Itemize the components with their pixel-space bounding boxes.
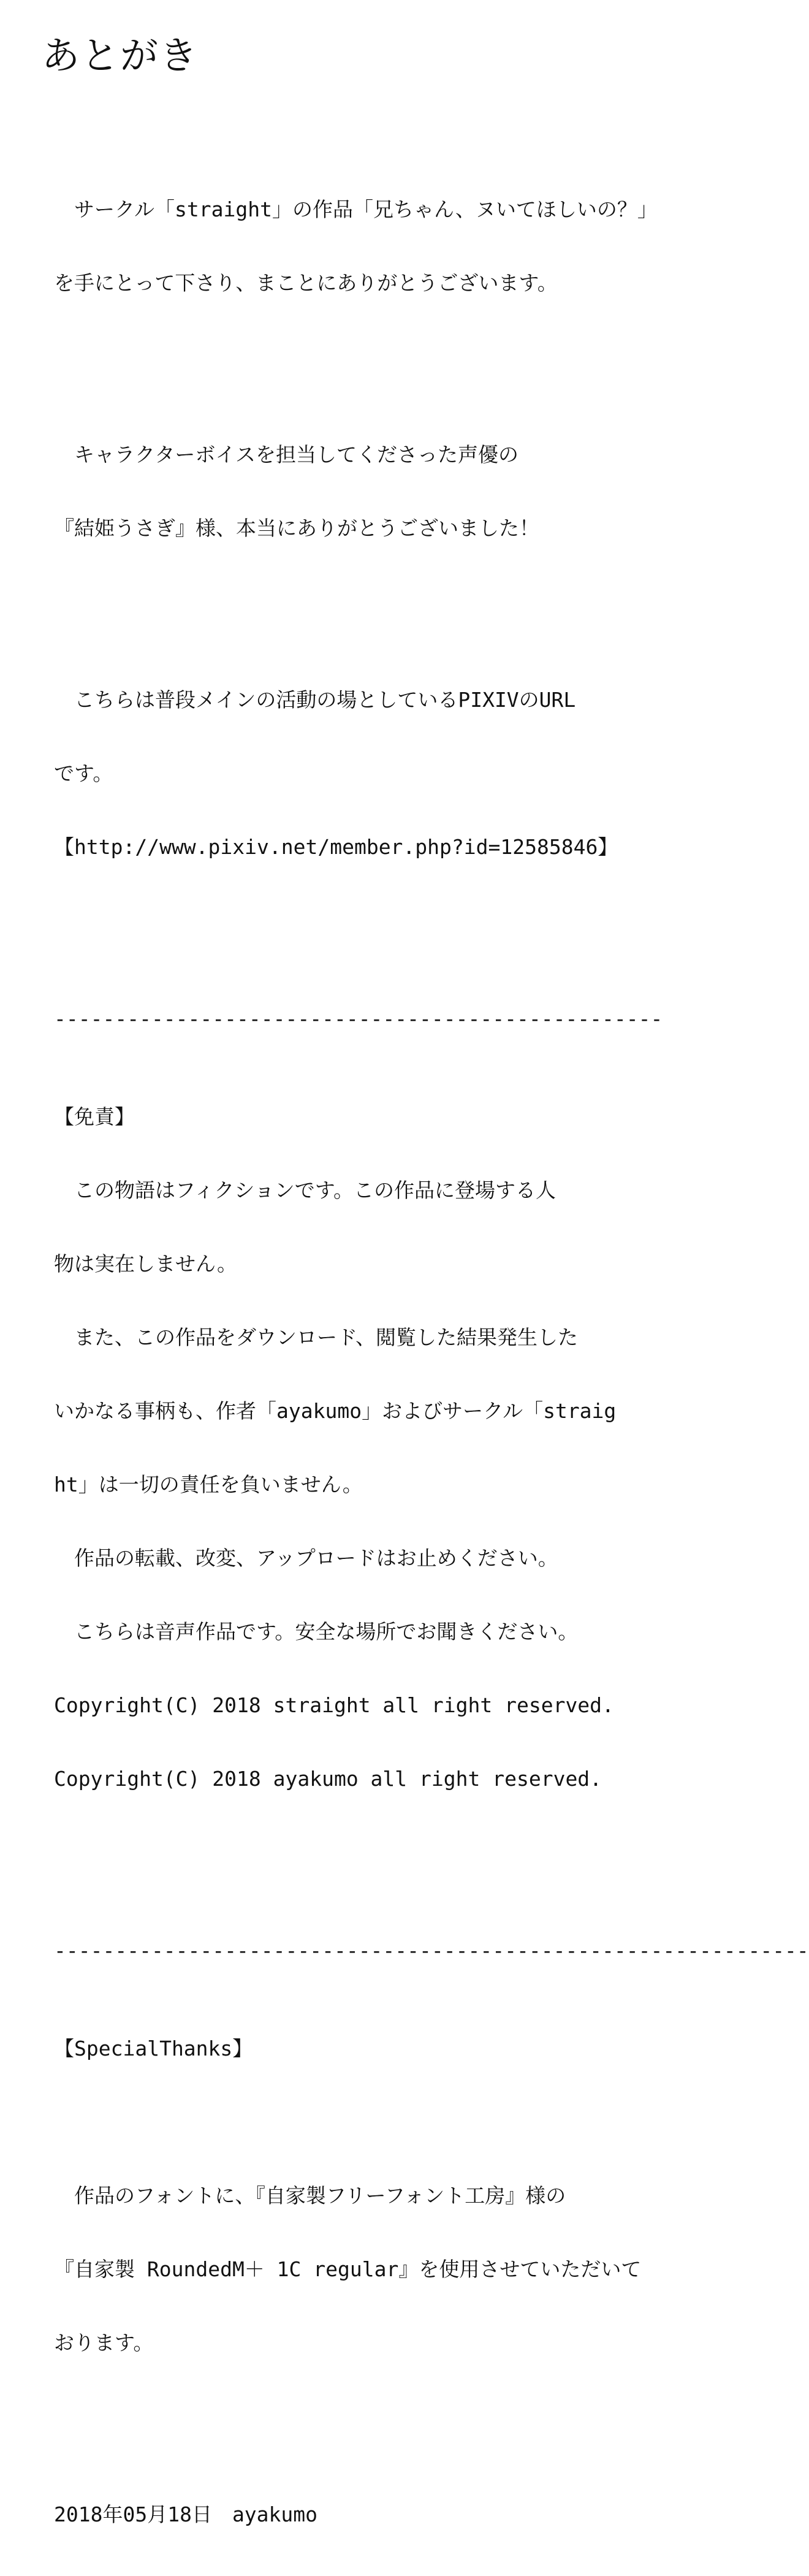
thanks-line-1: 作品のフォントに、『自家製フリーフォント工房』様の: [54, 2184, 566, 2208]
spacer: [54, 345, 725, 369]
disclaimer-heading: 【免責】: [54, 1105, 135, 1129]
spacer: [54, 590, 725, 614]
copyright-line: Copyright(C) 2018 straight all right reserved.: [54, 1693, 614, 1717]
spacer: [54, 2404, 725, 2429]
page-title: あとがき: [42, 33, 199, 78]
section-divider: --------------------------------------------------: [54, 1007, 663, 1031]
thanks-heading: 【SpecialThanks】: [54, 2037, 253, 2060]
signature: 2018年05月18日 ayakumo: [54, 2502, 318, 2526]
disclaimer-line: 物は実在しません。: [54, 1252, 237, 1276]
disclaimer-line: こちらは音声作品です。安全な場所でお聞きください。: [54, 1620, 579, 1644]
pixiv-line-1: こちらは普段メインの活動の場としているPIXIVのURL: [54, 688, 576, 712]
section-divider: --------------------------------------------------------------: [54, 1938, 809, 1962]
pixiv-line-2: です。: [54, 761, 113, 785]
voice-credit-line-2: 『結姫うさぎ』様、本当にありがとうございました！: [54, 516, 539, 540]
thanks-line-3: おります。: [54, 2331, 154, 2355]
disclaimer-line: この物語はフィクションです。この作品に登場する人: [54, 1178, 556, 1202]
spacer: [54, 2110, 725, 2135]
disclaimer-line: ht」は一切の責任を負いません。: [54, 1473, 363, 1496]
intro-line-2: を手にとって下さり、まことにありがとうございます。: [54, 271, 558, 295]
voice-credit-line-1: キャラクターボイスを担当してくださった声優の: [54, 443, 519, 467]
disclaimer-line: 作品の転載、改変、アップロードはお止めください。: [54, 1546, 558, 1570]
afterword-body: [54, 148, 809, 2576]
copyright-line: Copyright(C) 2018 ayakumo all right reserved.: [54, 1767, 602, 1791]
intro-line-1: サークル「straight」の作品「兄ちゃん、ヌいてほしいの？」: [54, 197, 658, 221]
disclaimer-line: いかなる事柄も、作者「ayakumo」およびサークル「straig: [54, 1399, 617, 1423]
spacer: [54, 909, 725, 933]
pixiv-url: 【http://www.pixiv.net/member.php?id=12585846】: [54, 835, 618, 859]
spacer: [54, 1840, 725, 1865]
thanks-line-2: 『自家製 RoundedM＋ 1C regular』を使用させていただいて: [54, 2257, 642, 2281]
disclaimer-line: また、この作品をダウンロード、閲覧した結果発生した: [54, 1325, 579, 1349]
